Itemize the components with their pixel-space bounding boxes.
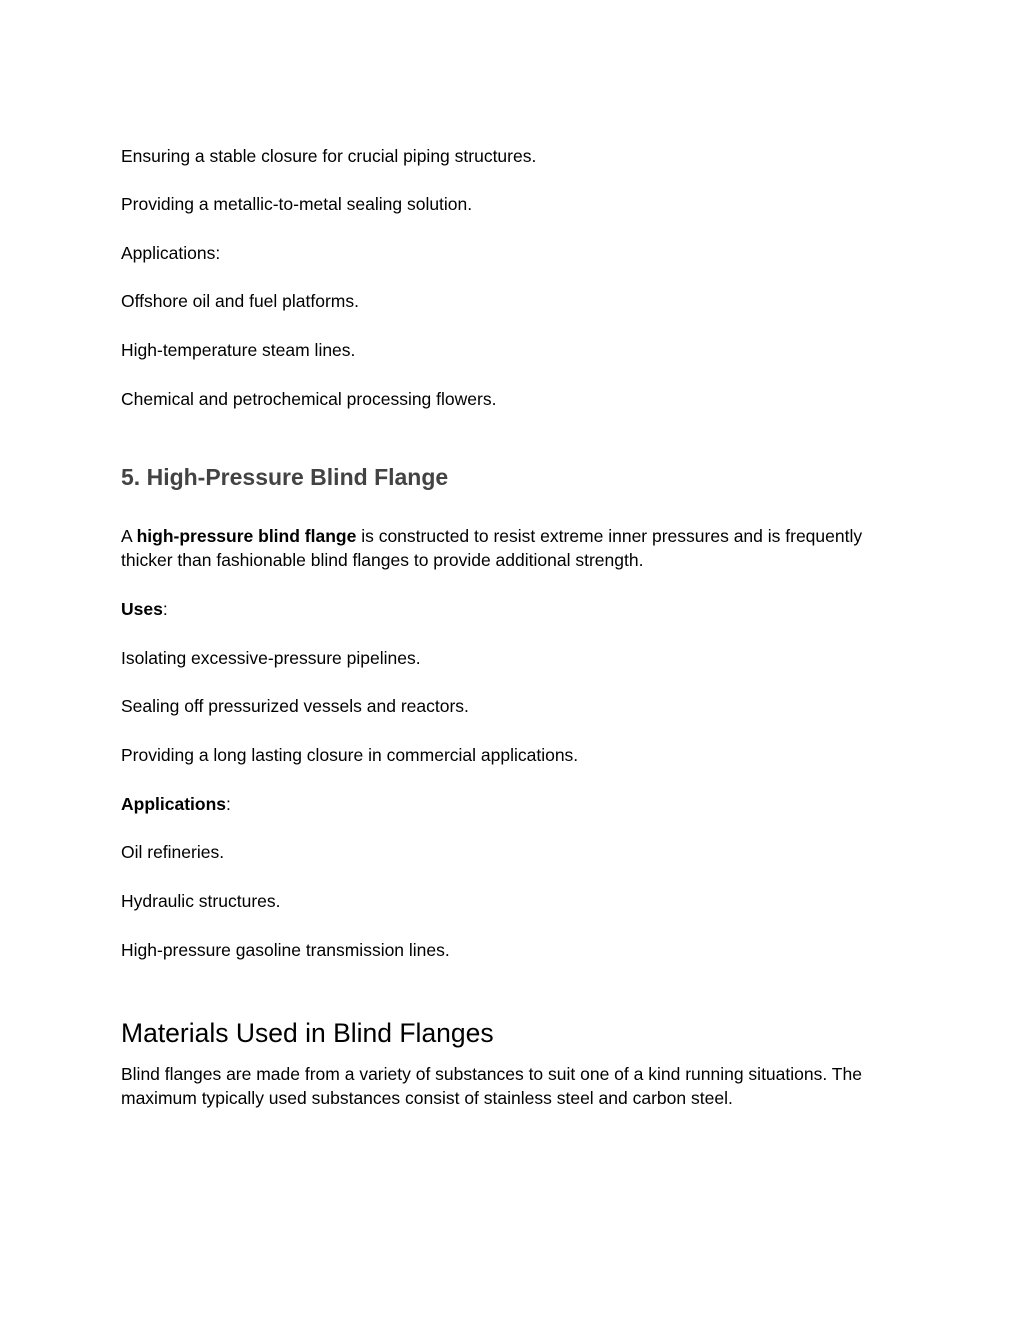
materials-paragraph: Blind flanges are made from a variety of substances to suit one of a kind running situations. The maximum typically used substances consist of stainless steel and carbon steel. (121, 1064, 862, 1108)
list-item: Hydraulic structures. (121, 891, 281, 911)
list-item: Chemical and petrochemical processing flowers. (121, 389, 497, 409)
intro-text: is constructed to resist extreme inner pressures and is frequently thicker than fashionable blind flanges to provide additional strength. (121, 526, 863, 570)
intro-paragraph (121, 524, 911, 572)
intro-bold-term: high-pressure blind flange (136, 526, 357, 546)
uses-label (121, 597, 168, 621)
materials-heading: Materials Used in Blind Flanges (121, 1018, 494, 1048)
intro-prefix: A (121, 526, 137, 546)
list-item: Isolating excessive-pressure pipelines. (121, 648, 421, 668)
applications-label (121, 792, 231, 816)
list-item: Oil refineries. (121, 842, 225, 862)
section-heading (121, 463, 448, 491)
list-item: High-temperature steam lines. (121, 340, 356, 360)
uses-colon: : (162, 599, 168, 619)
list-item: Sealing off pressurized vessels and reactors. (121, 696, 469, 716)
applications-label: Applications: (121, 243, 221, 263)
list-item: Providing a metallic-to-metal sealing solution. (121, 194, 473, 214)
applications-colon: : (226, 794, 231, 814)
list-item: High-pressure gasoline transmission lines. (121, 940, 450, 960)
section-number: 5. (121, 464, 141, 490)
list-item: Ensuring a stable closure for crucial piping structures. (121, 146, 537, 166)
list-item: Offshore oil and fuel platforms. (121, 291, 359, 311)
section-title: High-Pressure Blind Flange (146, 464, 449, 490)
list-item: Providing a long lasting closure in commercial applications. (121, 745, 579, 765)
applications-label-text: Applications (121, 794, 227, 814)
uses-label-text: Uses (121, 599, 163, 619)
